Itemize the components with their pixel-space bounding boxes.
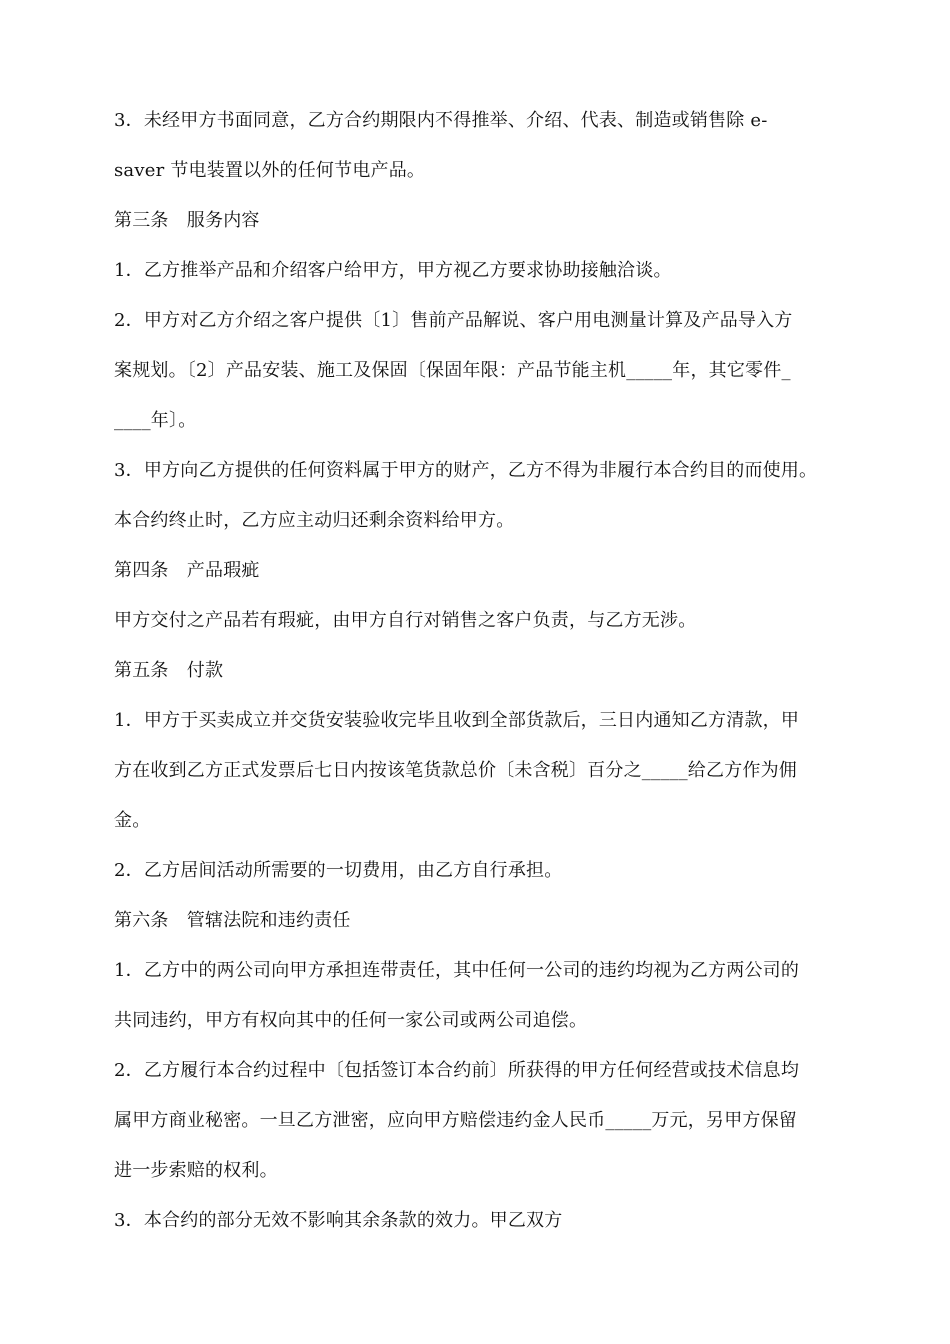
clause-text: 1．甲方于买卖成立并交货安装验收完毕且收到全部货款后，三日内通知乙方清款，甲: [114, 710, 800, 731]
clause-text: 进一步索赔的权利。: [114, 1160, 278, 1181]
article-heading: 第四条 产品瑕疵: [114, 560, 260, 581]
clause-text: 2．乙方居间活动所需要的一切费用，由乙方自行承担。: [114, 860, 563, 881]
clause-text: 2．甲方对乙方介绍之客户提供〔1〕售前产品解说、客户用电测量计算及产品导入方: [114, 310, 793, 331]
clause-text: 3．甲方向乙方提供的任何资料属于甲方的财产，乙方不得为非履行本合约目的而使用。: [114, 460, 818, 481]
contract-body: [114, 96, 840, 1246]
clause-text: 金。: [114, 810, 151, 831]
clause-text: 方在收到乙方正式发票后七日内按该笔货款总价〔未含税〕百分之_____给乙方作为佣: [114, 760, 797, 781]
clause-text: 属甲方商业秘密。一旦乙方泄密，应向甲方赔偿违约金人民币_____万元，另甲方保留: [114, 1110, 797, 1131]
clause-text: 3．本合约的部分无效不影响其余条款的效力。甲乙双方: [114, 1210, 563, 1231]
article-heading: 第六条 管辖法院和违约责任: [114, 910, 351, 931]
clause-text: 1．乙方中的两公司向甲方承担连带责任，其中任何一公司的违约均视为乙方两公司的: [114, 960, 800, 981]
article-heading: 第五条 付款: [114, 660, 224, 681]
clause-text: 1．乙方推举产品和介绍客户给甲方，甲方视乙方要求协助接触洽谈。: [114, 260, 672, 281]
article-heading: 第三条 服务内容: [114, 210, 260, 231]
clause-text: 2．乙方履行本合约过程中〔包括签订本合约前〕所获得的甲方任何经营或技术信息均: [114, 1060, 800, 1081]
clause-text: 本合约终止时，乙方应主动归还剩余资料给甲方。: [114, 510, 515, 531]
clause-text: 甲方交付之产品若有瑕疵，由甲方自行对销售之客户负责，与乙方无涉。: [114, 610, 697, 631]
clause-text: 案规划。〔2〕产品安装、施工及保固〔保固年限：产品节能主机_____年，其它零件_: [114, 360, 791, 381]
clause-text: 3．未经甲方书面同意，乙方合约期限内不得推举、介绍、代表、制造或销售除 e-: [114, 110, 768, 131]
clause-text: ____年〕。: [114, 410, 197, 431]
clause-text: 共同违约，甲方有权向其中的任何一家公司或两公司追偿。: [114, 1010, 588, 1031]
clause-text: saver 节电装置以外的任何节电产品。: [114, 160, 426, 181]
